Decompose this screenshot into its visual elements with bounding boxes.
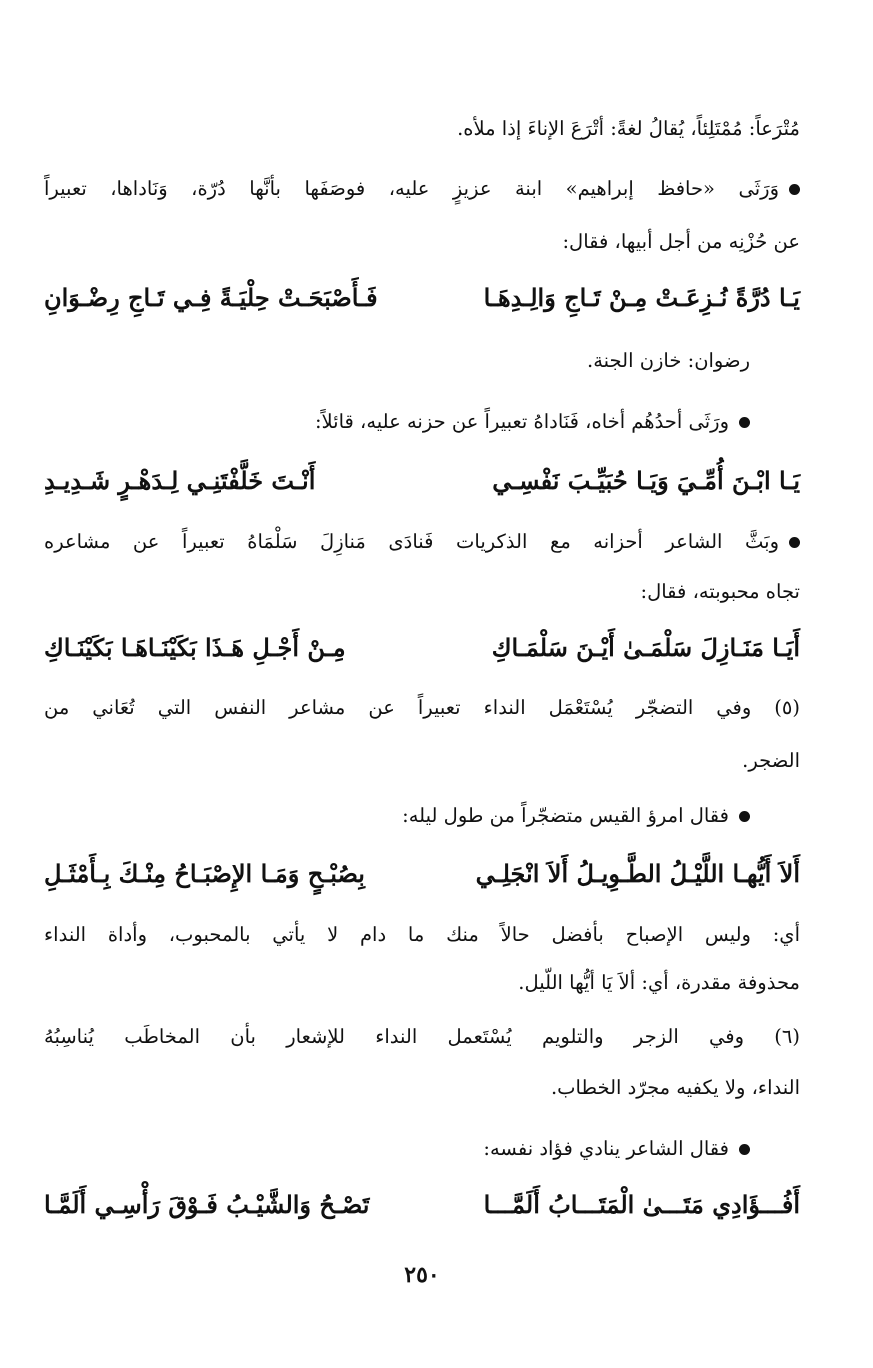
text-line: عن حُزْنِه من أجل أبيها، فقال: [562, 230, 800, 253]
text-line: النداء، ولا يكفيه مجرّد الخطاب. [550, 1076, 800, 1099]
verse-first-half: أَلاَ أَيُّهـا اللَّيْـلُ الطَّـوِيـلُ أَلاَ انْجَلِـي [475, 858, 800, 888]
poem-verse [44, 1184, 800, 1224]
bullet-icon [739, 811, 750, 822]
text-line: أي: وليس الإصباح بأفضل حالاً منك ما دام لا يأتي بالمحبوب، وأداة النداء [44, 923, 800, 946]
text-line-content: ورَثَى أحدُهُم أخاه، فَنَاداهُ تعبيراً عن حزنه عليه، قائلاً: [314, 410, 729, 433]
text-line-content: وبَثَّ الشاعر أحزانه مع الذكريات فَنادَى مَنازِلَ سَلْمَاهُ تعبيراً عن مشاعره [44, 530, 779, 553]
text-line-content: وَرَثَى «حافظ إبراهيم» ابنة عزيزٍ عليه، فوصَفَها بأنَّها دُرّة، وَنَاداها، تعبيراً [44, 177, 779, 200]
verse-first-half: أَيَـا مَنَـازِلَ سَلْمَـىٰ أَيْـنَ سَلْمَـاكِ [491, 632, 800, 662]
text-line [44, 174, 800, 204]
poem-verse [44, 853, 800, 893]
text-line: تجاه محبوبته، فقال: [640, 580, 800, 603]
text-line: رضوان: خازن الجنة. [587, 349, 750, 372]
text-line [44, 527, 800, 557]
text-line: مُتْرَعاً: مُمْتَلِئاً، يُقالُ لغةً: أتْرَعَ الإناءَ إذا ملأه. [457, 117, 800, 140]
verse-second-half: تَصْـحُ وَالشَّيْـبُ فَـوْقَ رَأْسِـي أَلَمَّـا [44, 1189, 370, 1219]
book-page [44, 0, 800, 1368]
page-number: ٢٥٠ [404, 1262, 440, 1288]
bullet-icon [789, 184, 800, 195]
verse-second-half: أَنْـتَ خَلَّفْتَنِـي لِـدَهْـرٍ شَـدِيـدِ [44, 465, 316, 495]
bullet-icon [789, 537, 800, 548]
text-line: (٦) وفي الزجر والتلويم يُسْتَعمل النداء للإشعار بأن المخاطَب يُناسِبُهُ [44, 1025, 800, 1048]
text-line [44, 407, 750, 437]
verse-first-half: يَـا ابْـنَ أُمِّـيَ وَيَـا حُبَيِّـبَ نَفْسِـي [492, 465, 800, 495]
text-line-content: فقال الشاعر ينادي فؤاد نفسه: [483, 1137, 729, 1160]
verse-first-half: أَفُـــؤَادِي مَتَـــىٰ الْمَتَـــابُ أَلَمَّـــا [483, 1189, 800, 1219]
verse-second-half: مِـنْ أَجْـلِ هَـذَا بَكَيْنَـاهَـا بَكَيْنَـاكِ [44, 632, 346, 662]
text-line [44, 801, 750, 831]
text-line: محذوفة مقدرة، أي: ألاَ يَا أيُّها اللّيل. [518, 971, 800, 994]
bullet-icon [739, 417, 750, 428]
text-line: (٥) وفي التضجّر يُسْتَعْمَل النداء تعبيراً عن مشاعر النفس التي تُعَاني من [44, 696, 800, 719]
text-line: الضجر. [742, 749, 800, 772]
poem-verse [44, 277, 800, 317]
poem-verse [44, 627, 800, 667]
text-line [44, 1134, 750, 1164]
verse-second-half: فَـأَصْبَحَـتْ حِلْيَـةً فِـي تَـاجِ رِضْـوَانِ [44, 282, 378, 312]
bullet-icon [739, 1144, 750, 1155]
verse-first-half: يَـا دُرَّةً نُـزِعَـتْ مِـنْ تَـاجِ وَالِـدِهَـا [483, 282, 800, 312]
poem-verse [44, 460, 800, 500]
verse-second-half: بِصُبْـحٍ وَمَـا الإِصْبَـاحُ مِنْـكَ بِـأَمْثَـلِ [44, 858, 365, 888]
text-line-content: فقال امرؤ القيس متضجّراً من طول ليله: [402, 804, 729, 827]
